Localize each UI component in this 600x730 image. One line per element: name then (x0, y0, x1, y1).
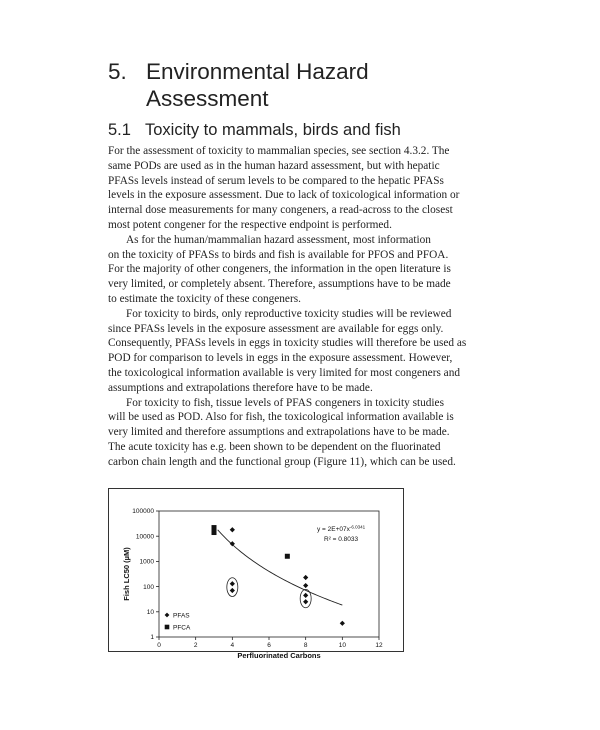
pfca-point (212, 525, 217, 530)
body-line: POD for comparison to levels in eggs in the exposure assessment. However, (108, 352, 453, 365)
pfca-point (212, 530, 217, 535)
body-line: levels in the exposure assessment. Due to lack of toxicological information or (108, 189, 460, 202)
section-title-line1: Environmental Hazard (146, 59, 369, 84)
pfas-point (303, 593, 308, 598)
section-title-line2: Assessment (146, 86, 269, 111)
pfas-point (230, 581, 235, 586)
body-line: the toxicological information available is very limited for most congeners and (108, 366, 460, 379)
subsection-title: Toxicity to mammals, birds and fish (145, 121, 401, 139)
highlight-ellipse (300, 589, 311, 607)
legend-pfas-marker (165, 613, 170, 618)
highlight-ellipse (227, 578, 238, 597)
body-line: For the majority of other congeners, the information in the open literature is (108, 263, 451, 276)
y-tick-label: 1 (150, 634, 154, 642)
body-line: For toxicity to birds, only reproductive toxicity studies will be reviewed (126, 307, 452, 320)
body-line: For toxicity to fish, tissue levels of PFAS congeners in toxicity studies (126, 396, 444, 409)
y-tick-label: 100 (143, 583, 154, 591)
trendline-equation (317, 525, 366, 534)
equation-exponent: -6.0341 (349, 524, 366, 530)
x-tick-label: 0 (157, 642, 161, 649)
r-squared-label: R² = 0.8033 (324, 536, 359, 543)
legend-pfca-marker (165, 625, 170, 630)
x-tick-label: 8 (303, 642, 308, 649)
pfas-point (303, 583, 308, 588)
fish-lc50-chart (109, 489, 403, 660)
body-line: carbon chain length and the functional group (Figure 11), which can be used. (108, 455, 456, 468)
pfas-point (230, 527, 235, 532)
body-line: For the assessment of toxicity to mammalian species, see section 4.3.2. The (108, 145, 450, 157)
pfca-point (285, 554, 290, 559)
body-line: PFASs levels instead of serum levels to be compared to the hepatic PFASs (108, 174, 444, 187)
body-line: most potent congener for the respective endpoint is performed. (108, 218, 392, 231)
section-heading (108, 58, 369, 112)
y-tick-label: 100000 (132, 508, 154, 516)
x-tick-label: 10 (338, 642, 346, 649)
section-number: 5. (108, 59, 127, 84)
body-line: very limited, or completely absent. Therefore, assumptions have to be made (108, 278, 451, 291)
body-line: As for the human/mammalian hazard assessment, most information (126, 233, 431, 246)
legend-pfas-label: PFAS (173, 612, 190, 620)
x-axis-label: Perfluorinated Carbons (237, 651, 321, 660)
subsection-number: 5.1 (108, 121, 131, 139)
x-tick-label: 4 (230, 642, 235, 649)
body-line: same PODs are used as in the human hazard assessment, but with hepatic (108, 159, 440, 172)
x-tick-label: 6 (267, 642, 271, 649)
body-line: very limited and therefore assumptions and extrapolations have to be made. (108, 426, 450, 439)
body-line: assumptions and extrapolations therefore have to be made. (108, 381, 373, 394)
legend-pfca-label: PFCA (173, 624, 191, 632)
figure-11 (108, 488, 404, 660)
body-line: will be used as POD. Also for fish, the toxicological information available is (108, 411, 454, 424)
body-text (108, 144, 480, 470)
subsection-heading (108, 120, 401, 140)
pfas-point (303, 575, 308, 580)
x-tick-label: 12 (375, 642, 383, 649)
x-tick-label: 2 (193, 642, 198, 649)
y-tick-label: 10 (146, 609, 154, 616)
body-line: to estimate the toxicity of these congeners. (108, 292, 301, 305)
body-line: Consequently, PFASs levels in eggs in toxicity studies will therefore be used as (108, 337, 467, 350)
pfas-point (340, 621, 345, 626)
equation-base: y = 2E+07x (317, 526, 350, 533)
y-axis-label: Fish LC50 (µM) (122, 547, 131, 601)
y-tick-label: 1000 (139, 558, 154, 566)
body-line: on the toxicity of PFASs to birds and fish is available for PFOS and PFOA. (108, 248, 449, 261)
body-line: internal dose measurements for many congeners, a read-across to the closest (108, 204, 453, 217)
body-line: The acute toxicity has e.g. been shown to be dependent on the fluorinated (108, 440, 441, 453)
y-tick-label: 10000 (135, 533, 154, 541)
body-line: since PFASs levels in the exposure assessment are available for eggs only. (108, 322, 444, 335)
pfas-point (303, 599, 308, 604)
pfas-point (230, 588, 235, 593)
